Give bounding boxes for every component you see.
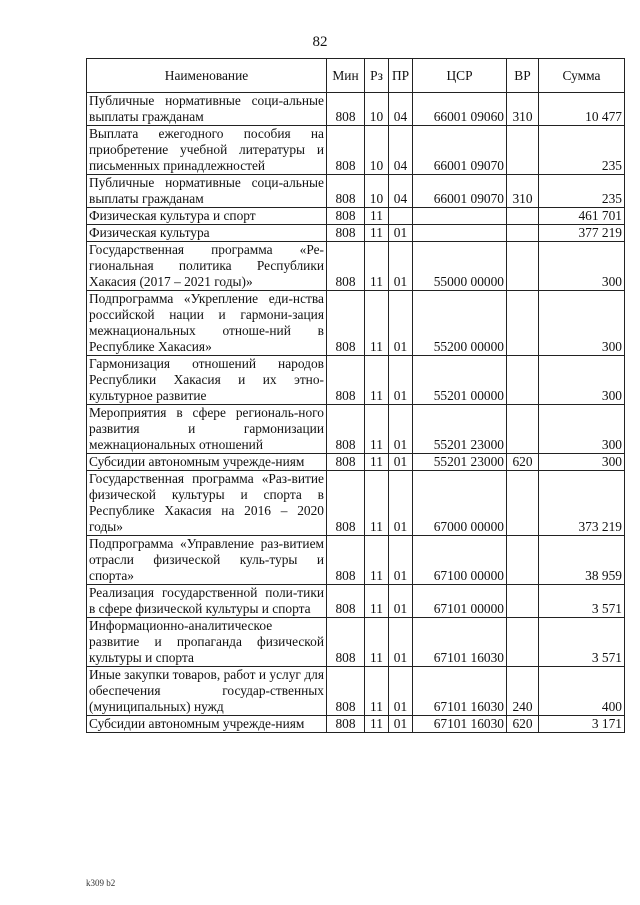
cell-min: 808 [327,471,365,536]
cell-sum: 300 [539,291,625,356]
header-sum: Сумма [539,59,625,93]
cell-pr: 04 [389,175,413,208]
cell-vr: 240 [507,667,539,716]
cell-min: 808 [327,618,365,667]
cell-sum: 3 571 [539,585,625,618]
cell-sum: 3 171 [539,716,625,733]
cell-name: Выплата ежегодного пособия на приобретение учебной литературы и письменных принадлежностей [87,126,327,175]
cell-rz: 11 [365,667,389,716]
cell-csr: 55201 23000 [413,454,507,471]
cell-name: Мероприятия в сфере региональ-ного развития и гармонизации межнациональных отношений [87,405,327,454]
cell-name: Информационно-аналитическое развитие и пропаганда физической культуры и спорта [87,618,327,667]
cell-pr: 01 [389,454,413,471]
cell-vr [507,536,539,585]
cell-vr [507,291,539,356]
cell-sum: 300 [539,454,625,471]
cell-sum: 10 477 [539,93,625,126]
cell-csr: 67101 16030 [413,667,507,716]
cell-name: Гармонизация отношений народов Республики Хакасия и их этно-культурное развитие [87,356,327,405]
cell-sum: 38 959 [539,536,625,585]
cell-min: 808 [327,454,365,471]
cell-vr [507,242,539,291]
cell-vr: 620 [507,454,539,471]
table-row [87,242,625,291]
table-header-row [87,59,625,93]
cell-name: Физическая культура и спорт [87,208,327,225]
table-body [87,93,625,733]
table-row [87,175,625,208]
cell-csr: 67101 16030 [413,618,507,667]
cell-pr: 01 [389,667,413,716]
table-row [87,208,625,225]
cell-rz: 11 [365,716,389,733]
cell-vr [507,356,539,405]
cell-sum: 400 [539,667,625,716]
cell-min: 808 [327,225,365,242]
cell-min: 808 [327,356,365,405]
cell-pr: 01 [389,225,413,242]
header-pr: ПР [389,59,413,93]
cell-pr: 01 [389,585,413,618]
header-vr: ВР [507,59,539,93]
cell-pr: 01 [389,471,413,536]
cell-csr: 67101 00000 [413,585,507,618]
cell-min: 808 [327,716,365,733]
cell-min: 808 [327,667,365,716]
cell-min: 808 [327,291,365,356]
cell-vr: 310 [507,93,539,126]
cell-csr: 67101 16030 [413,716,507,733]
header-min: Мин [327,59,365,93]
cell-vr: 310 [507,175,539,208]
table-row [87,405,625,454]
cell-min: 808 [327,242,365,291]
cell-pr: 01 [389,618,413,667]
table-row [87,291,625,356]
cell-rz: 10 [365,126,389,175]
cell-name: Государственная программа «Раз-витие физической культуры и спорта в Республике Хакасия на 2016 – 2020 годы» [87,471,327,536]
cell-csr: 67000 00000 [413,471,507,536]
cell-sum: 373 219 [539,471,625,536]
cell-sum: 235 [539,126,625,175]
cell-csr: 55200 00000 [413,291,507,356]
cell-min: 808 [327,126,365,175]
cell-name: Публичные нормативные соци-альные выплаты гражданам [87,93,327,126]
cell-vr [507,618,539,667]
cell-name: Физическая культура [87,225,327,242]
cell-vr [507,225,539,242]
cell-csr [413,208,507,225]
table-row [87,93,625,126]
cell-sum: 461 701 [539,208,625,225]
cell-csr: 55000 00000 [413,242,507,291]
header-name: Наименование [87,59,327,93]
cell-csr: 66001 09060 [413,93,507,126]
cell-rz: 11 [365,242,389,291]
cell-csr: 67100 00000 [413,536,507,585]
cell-vr [507,471,539,536]
cell-sum: 300 [539,242,625,291]
cell-vr [507,405,539,454]
cell-name: Подпрограмма «Укрепление еди-нства российской нации и гармони-зация межнациональных отноше-ний в Республике Хакасия» [87,291,327,356]
table-row [87,126,625,175]
cell-sum: 3 571 [539,618,625,667]
cell-rz: 11 [365,225,389,242]
cell-pr: 04 [389,126,413,175]
cell-rz: 11 [365,291,389,356]
page-number: 82 [312,34,328,50]
cell-sum: 300 [539,405,625,454]
header-csr: ЦСР [413,59,507,93]
cell-vr: 620 [507,716,539,733]
table-row [87,536,625,585]
cell-pr: 04 [389,93,413,126]
cell-name: Субсидии автономным учрежде-ниям [87,454,327,471]
header-rz: Рз [365,59,389,93]
table-row [87,356,625,405]
cell-csr: 55201 23000 [413,405,507,454]
table-row [87,454,625,471]
footer-code: k309 b2 [86,878,116,888]
table-row [87,585,625,618]
cell-rz: 11 [365,356,389,405]
cell-sum: 300 [539,356,625,405]
cell-pr: 01 [389,242,413,291]
table-row [87,618,625,667]
table-row [87,225,625,242]
cell-sum: 235 [539,175,625,208]
cell-csr: 66001 09070 [413,175,507,208]
cell-rz: 10 [365,175,389,208]
cell-rz: 11 [365,208,389,225]
cell-min: 808 [327,585,365,618]
cell-pr: 01 [389,536,413,585]
cell-vr [507,585,539,618]
cell-name: Субсидии автономным учрежде-ниям [87,716,327,733]
cell-csr [413,225,507,242]
cell-vr [507,126,539,175]
cell-vr [507,208,539,225]
cell-pr: 01 [389,716,413,733]
cell-rz: 11 [365,471,389,536]
budget-table [86,58,625,733]
cell-rz: 11 [365,536,389,585]
table-row [87,667,625,716]
cell-rz: 11 [365,454,389,471]
cell-name: Иные закупки товаров, работ и услуг для обеспечения государ-ственных (муниципальных) нужд [87,667,327,716]
cell-pr: 01 [389,291,413,356]
table-row [87,471,625,536]
cell-name: Подпрограмма «Управление раз-витием отрасли физической куль-туры и спорта» [87,536,327,585]
cell-min: 808 [327,93,365,126]
cell-min: 808 [327,175,365,208]
cell-rz: 10 [365,93,389,126]
cell-sum: 377 219 [539,225,625,242]
cell-pr [389,208,413,225]
cell-csr: 55201 00000 [413,356,507,405]
cell-rz: 11 [365,405,389,454]
cell-min: 808 [327,208,365,225]
cell-pr: 01 [389,356,413,405]
cell-rz: 11 [365,618,389,667]
cell-min: 808 [327,405,365,454]
cell-pr: 01 [389,405,413,454]
cell-name: Реализация государственной поли-тики в сфере физической культуры и спорта [87,585,327,618]
cell-name: Публичные нормативные соци-альные выплаты гражданам [87,175,327,208]
cell-csr: 66001 09070 [413,126,507,175]
cell-min: 808 [327,536,365,585]
table-row [87,716,625,733]
cell-name: Государственная программа «Ре-гиональная политика Республики Хакасия (2017 – 2021 годы)» [87,242,327,291]
cell-rz: 11 [365,585,389,618]
